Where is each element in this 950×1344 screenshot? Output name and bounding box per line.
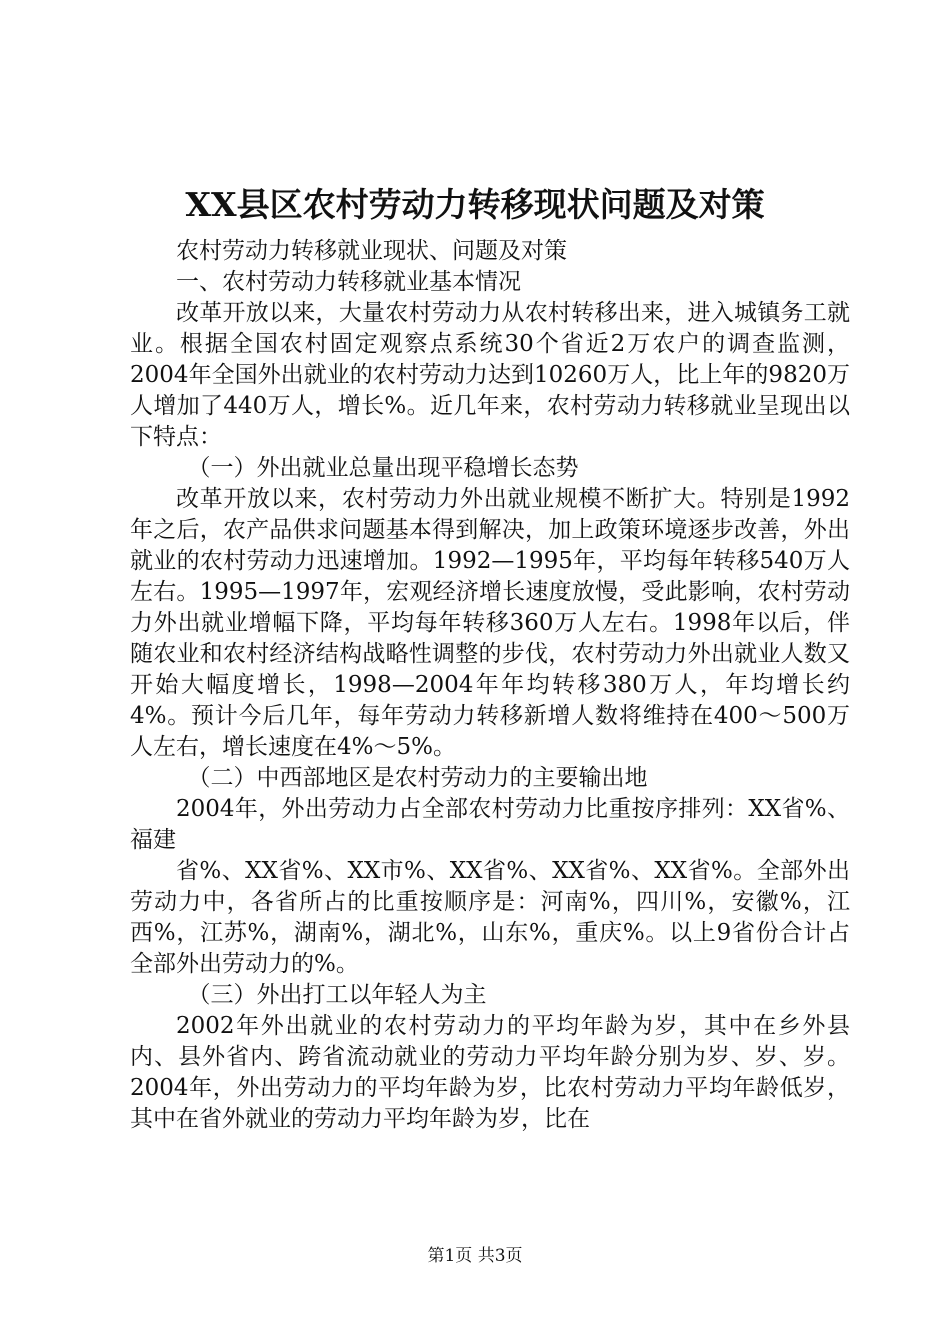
document-title: XX县区农村劳动力转移现状问题及对策 — [185, 185, 765, 224]
page-footer: 第1页 共3页 — [427, 1246, 523, 1266]
paragraph-1: 改革开放以来，大量农村劳动力从农村转移出来，进入城镇务工就业。根据全国农村固定观察点系统30个省近2万农户的调查监测，2004年全国外出就业的农村劳动力达到10260万人，比上年的9820万人增加了440万人，增长%。近几年来，农村劳动力转移就业呈现出以下特点： — [130, 300, 850, 450]
paragraph-5: 2002年外出就业的农村劳动力的平均年龄为岁，其中在乡外县内、县外省内、跨省流动就业的劳动力平均年龄分别为岁、岁、岁。2004年，外出劳动力的平均年龄为岁，比农村劳动力平均年龄低岁，其中在省外就业的劳动力平均年龄为岁，比在 — [130, 1013, 850, 1132]
subheading-2: （二）中西部地区是农村劳动力的主要输出地 — [187, 765, 648, 791]
paragraph-2: 改革开放以来，农村劳动力外出就业规模不断扩大。特别是1992年之后，农产品供求问题基本得到解决，加上政策环境逐步改善，外出就业的农村劳动力迅速增加。1992—1995年，平均每年转移540万人左右。1995—1997年，宏观经济增长速度放慢，受此影响，农村劳动力外出就业增幅下降，平均每年转移360万人左右。1998年以后，伴随农业和农村经济结构战略性调整的步伐，农村劳动力外出就业人数又开始大幅度增长，1998—2004年年均转移380万人，年均增长约4%。预计今后几年，每年劳动力转移新增人数将维持在400～500万人左右，增长速度在4%～5%。 — [130, 486, 850, 760]
document-subtitle: 农村劳动力转移就业现状、问题及对策 — [176, 238, 567, 264]
paragraph-3: 2004年，外出劳动力占全部农村劳动力比重按序排列：XX省%、福建 — [130, 796, 850, 853]
paragraph-4: 省%、XX省%、XX市%、XX省%、XX省%、XX省%。全部外出劳动力中，各省所占的比重按顺序是：河南%，四川%，安徽%，江西%，江苏%，湖南%，湖北%，山东%，重庆%。以上9省份合计占全部外出劳动力的%。 — [130, 858, 850, 977]
section-heading-1: 一、农村劳动力转移就业基本情况 — [176, 269, 521, 295]
document-body — [130, 236, 850, 1135]
subheading-1: （一）外出就业总量出现平稳增长态势 — [187, 455, 579, 481]
subheading-3: （三）外出打工以年轻人为主 — [187, 982, 487, 1008]
